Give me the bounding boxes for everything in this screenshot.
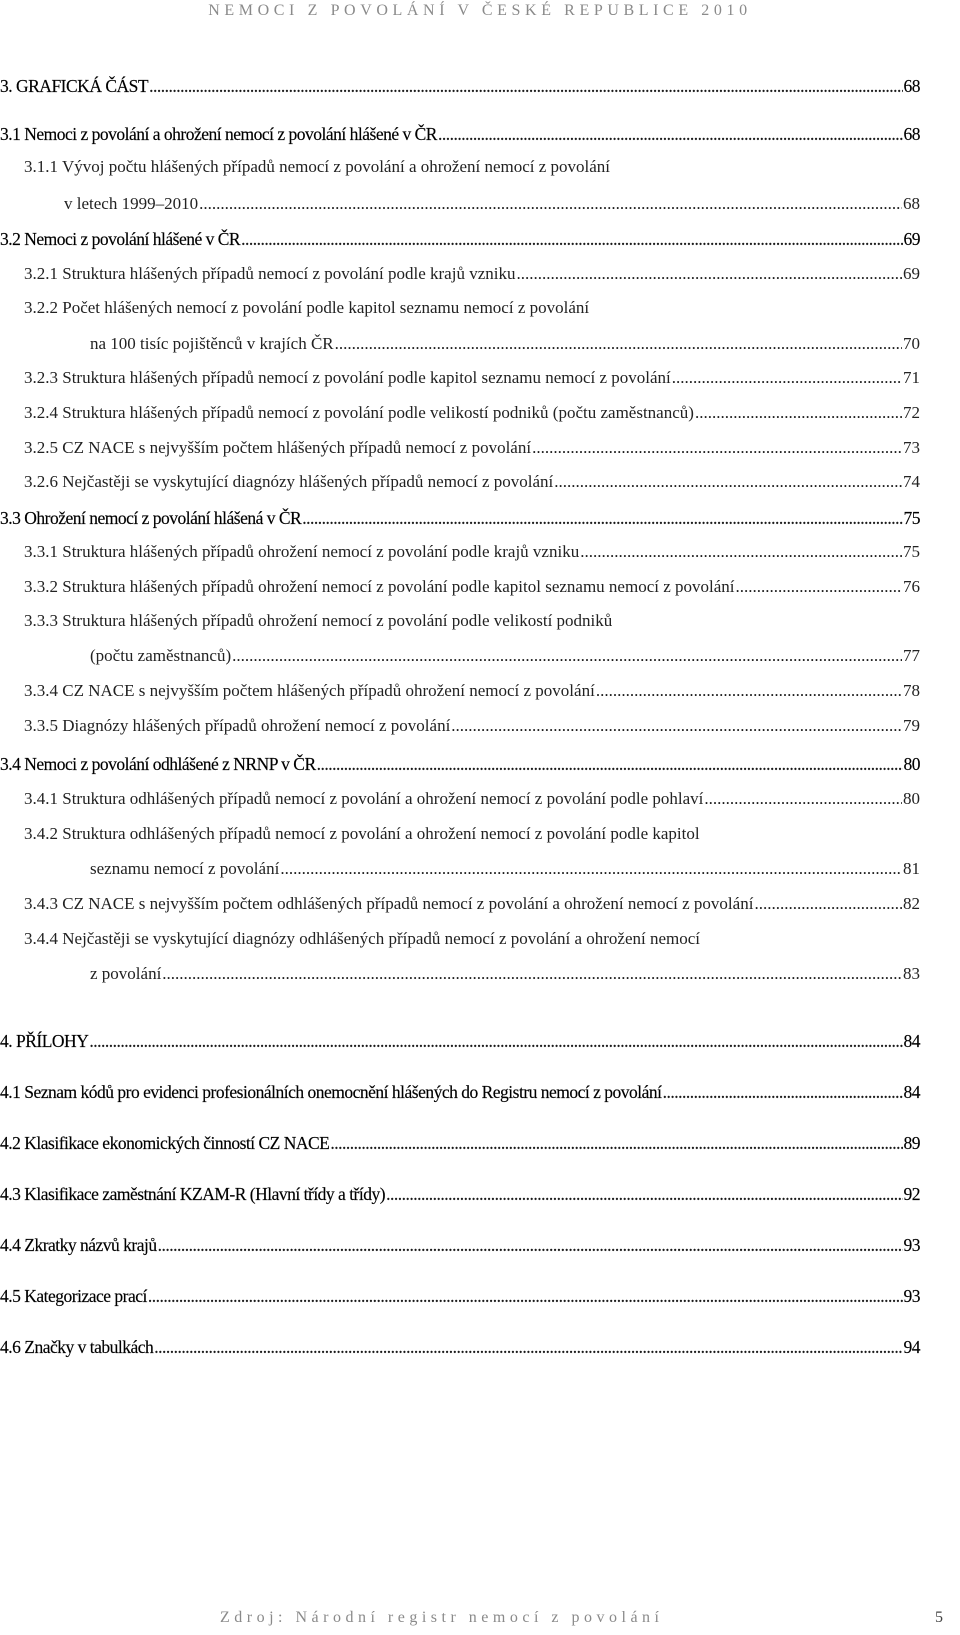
- toc-leader-dots: [302, 508, 902, 529]
- toc-page-number: 93: [903, 1286, 920, 1306]
- toc-leader-dots: [754, 894, 902, 914]
- toc-leader-dots: [149, 76, 902, 97]
- toc-entry-title: 4.1 Seznam kódů pro evidenci profesionálních onemocnění hlášených do Registru nemocí z povolání: [0, 1082, 662, 1102]
- toc-entry-3-2-4[interactable]: [24, 403, 920, 425]
- toc-page-number: 79: [903, 716, 920, 735]
- toc-leader-dots: [335, 334, 902, 354]
- toc-entry-4-4[interactable]: [0, 1235, 920, 1257]
- toc-page-number: 94: [903, 1337, 920, 1357]
- toc-leader-dots: [736, 577, 902, 597]
- toc-entry-title: 3.2 Nemoci z povolání hlášené v ČR: [0, 229, 241, 249]
- toc-entry-title: 3. GRAFICKÁ ČÁST: [0, 76, 149, 96]
- page-number: 5: [935, 1609, 943, 1626]
- toc-leader-dots: [148, 1286, 903, 1307]
- toc-leader-dots: [580, 542, 902, 562]
- toc-page-number: 80: [903, 754, 920, 774]
- toc-page-number: 73: [903, 438, 920, 457]
- toc-entry-title: 3.3.4 CZ NACE s nejvyšším počtem hlášených případů ohrožení nemocí z povolání: [24, 681, 595, 700]
- toc-page-number: 76: [903, 577, 920, 596]
- toc-page-number: 75: [903, 508, 920, 528]
- toc-entry-3-4-1[interactable]: [24, 789, 920, 811]
- toc-leader-dots: [317, 754, 903, 775]
- toc-page-number: 70: [903, 334, 920, 353]
- toc-leader-dots: [280, 859, 902, 879]
- toc-page-number: 84: [903, 1031, 920, 1051]
- toc-entry-title: 3.2.5 CZ NACE s nejvyšším počtem hlášených případů nemocí z povolání: [24, 438, 532, 457]
- toc-entry-4-2[interactable]: [0, 1133, 920, 1155]
- toc-leader-dots: [554, 472, 902, 492]
- toc-entry-title: (počtu zaměstnanců): [90, 646, 232, 665]
- toc-page-number: 82: [903, 894, 920, 913]
- toc-entry-3-1-1[interactable]: [64, 194, 920, 216]
- toc-leader-dots: [241, 229, 902, 250]
- toc-leader-dots: [672, 368, 902, 388]
- toc-page-number: 72: [903, 403, 920, 422]
- toc-entry-3-4-2-line1[interactable]: 3.4.2 Struktura odhlášených případů nemocí z povolání a ohrožení nemocí z povolání podle kapitol: [24, 824, 700, 843]
- toc-entry-title: 3.2.4 Struktura hlášených případů nemocí z povolání podle velikostí podniků (počtu zaměstnanců): [24, 403, 694, 422]
- toc-leader-dots: [532, 438, 902, 458]
- toc-entry-3-2-1[interactable]: [24, 264, 920, 286]
- toc-page-number: 92: [903, 1184, 920, 1204]
- toc-leader-dots: [330, 1133, 902, 1154]
- toc-entry-3-3[interactable]: [0, 508, 920, 530]
- toc-page-number: 71: [903, 368, 920, 387]
- toc-entry-title: 3.2.3 Struktura hlášených případů nemocí z povolání podle kapitol seznamu nemocí z povolání: [24, 368, 671, 387]
- toc-entry-3-4-3[interactable]: [24, 894, 920, 916]
- running-header: NEMOCI Z POVOLÁNÍ V ČESKÉ REPUBLICE 2010: [208, 2, 752, 19]
- toc-leader-dots: [663, 1082, 903, 1103]
- toc-entry-title: 4.6 Značky v tabulkách: [0, 1337, 154, 1357]
- toc-leader-dots: [154, 1337, 902, 1358]
- toc-leader-dots: [516, 264, 902, 284]
- toc-entry-3-1-1-line1[interactable]: 3.1.1 Vývoj počtu hlášených případů nemocí z povolání a ohrožení nemocí z povolání: [24, 157, 611, 176]
- toc-entry-4-1[interactable]: [0, 1082, 920, 1104]
- toc-entry-title: 3.1 Nemoci z povolání a ohrožení nemocí z povolání hlášené v ČR: [0, 124, 437, 144]
- toc-page-number: 89: [903, 1133, 920, 1153]
- toc-leader-dots: [386, 1184, 902, 1205]
- toc-entry-title: 4.5 Kategorizace prací: [0, 1286, 147, 1306]
- toc-page-number: 93: [903, 1235, 920, 1255]
- toc-entry-title: 3.2.6 Nejčastěji se vyskytující diagnózy hlášených případů nemocí z povolání: [24, 472, 554, 491]
- toc-entry-4-5[interactable]: [0, 1286, 920, 1308]
- toc-entry-3-3-4[interactable]: [24, 681, 920, 703]
- toc-leader-dots: [232, 646, 902, 666]
- toc-entry-3-3-1[interactable]: [24, 542, 920, 564]
- toc-page-number: 77: [903, 646, 920, 665]
- toc-entry-title: 3.4.3 CZ NACE s nejvyšším počtem odhlášených případů nemocí z povolání a ohrožení nemocí z povolání: [24, 894, 754, 913]
- toc-entry-title: 4.2 Klasifikace ekonomických činností CZ NACE: [0, 1133, 330, 1153]
- toc-leader-dots: [695, 403, 902, 423]
- toc-entry-3-3-2[interactable]: [24, 577, 920, 599]
- toc-entry-title: 3.3.1 Struktura hlášených případů ohrožení nemocí z povolání podle krajů vzniku: [24, 542, 580, 561]
- toc-entry-3[interactable]: [0, 76, 920, 98]
- toc-leader-dots: [438, 124, 903, 145]
- toc-entry-title: 4.4 Zkratky názvů krajů: [0, 1235, 157, 1255]
- toc-page-number: 83: [903, 964, 920, 983]
- toc-page-number: 68: [903, 124, 920, 144]
- toc-page-number: 74: [903, 472, 920, 491]
- toc-page-number: 84: [903, 1082, 920, 1102]
- toc-entry-3-2-3[interactable]: [24, 368, 920, 390]
- toc-leader-dots: [596, 681, 902, 701]
- toc-entry-title: 3.4.1 Struktura odhlášených případů nemocí z povolání a ohrožení nemocí z povolání podle pohlaví: [24, 789, 704, 808]
- toc-entry-3-4[interactable]: [0, 754, 920, 776]
- toc-entry-3-4-4-line1[interactable]: 3.4.4 Nejčastěji se vyskytující diagnózy odhlášených případů nemocí z povolání a ohrožení nemocí: [24, 929, 701, 948]
- toc-page-number: 75: [903, 542, 920, 561]
- toc-entry-3-2-2-line1[interactable]: 3.2.2 Počet hlášených nemocí z povolání podle kapitol seznamu nemocí z povolání: [24, 298, 590, 317]
- toc-entry-4[interactable]: [0, 1031, 920, 1053]
- toc-entry-4-6[interactable]: [0, 1337, 920, 1359]
- toc-entry-3-3-3[interactable]: [90, 646, 920, 668]
- toc-page-number: 69: [903, 264, 920, 283]
- toc-leader-dots: [199, 194, 902, 214]
- toc-page-number: 68: [903, 76, 920, 96]
- toc-entry-3-2[interactable]: [0, 229, 920, 251]
- toc-entry-3-3-5[interactable]: [24, 716, 920, 738]
- toc-entry-4-3[interactable]: [0, 1184, 920, 1206]
- toc-leader-dots: [162, 964, 902, 984]
- toc-entry-3-1[interactable]: [0, 124, 920, 146]
- toc-leader-dots: [158, 1235, 903, 1256]
- toc-entry-title: 3.2.1 Struktura hlášených případů nemocí z povolání podle krajů vzniku: [24, 264, 516, 283]
- toc-entry-3-2-5[interactable]: [24, 438, 920, 460]
- toc-entry-title: 3.3 Ohrožení nemocí z povolání hlášená v ČR: [0, 508, 302, 528]
- toc-entry-title: 4. PŘÍLOHY: [0, 1031, 89, 1051]
- toc-entry-3-2-6[interactable]: [24, 472, 920, 494]
- toc-entry-title: na 100 tisíc pojištěnců v krajích ČR: [90, 334, 334, 353]
- toc-page-number: 69: [903, 229, 920, 249]
- toc-entry-3-2-2[interactable]: [90, 334, 920, 356]
- toc-page-number: 78: [903, 681, 920, 700]
- toc-entry-title: z povolání: [90, 964, 162, 983]
- toc-entry-title: seznamu nemocí z povolání: [90, 859, 280, 878]
- toc-entry-3-4-2[interactable]: [90, 859, 920, 881]
- toc-entry-title: 3.4 Nemoci z povolání odhlášené z NRNP v ČR: [0, 754, 316, 774]
- toc-leader-dots: [704, 789, 902, 809]
- toc-entry-title: 3.3.2 Struktura hlášených případů ohrožení nemocí z povolání podle kapitol seznamu nemocí z povolání: [24, 577, 735, 596]
- toc-leader-dots: [89, 1031, 902, 1052]
- toc-page-number: 81: [903, 859, 920, 878]
- toc-entry-3-3-3-line1[interactable]: 3.3.3 Struktura hlášených případů ohrožení nemocí z povolání podle velikostí podniků: [24, 611, 613, 630]
- toc-leader-dots: [451, 716, 902, 736]
- toc-entry-3-4-4[interactable]: [90, 964, 920, 986]
- toc-page-number: 80: [903, 789, 920, 808]
- running-footer: Zdroj: Národní registr nemocí z povolání: [220, 1609, 664, 1626]
- toc-entry-title: v letech 1999–2010: [64, 194, 199, 213]
- toc-entry-title: 3.3.5 Diagnózy hlášených případů ohrožení nemocí z povolání: [24, 716, 451, 735]
- toc-page-number: 68: [903, 194, 920, 213]
- toc-entry-title: 4.3 Klasifikace zaměstnání KZAM-R (Hlavní třídy a třídy): [0, 1184, 386, 1204]
